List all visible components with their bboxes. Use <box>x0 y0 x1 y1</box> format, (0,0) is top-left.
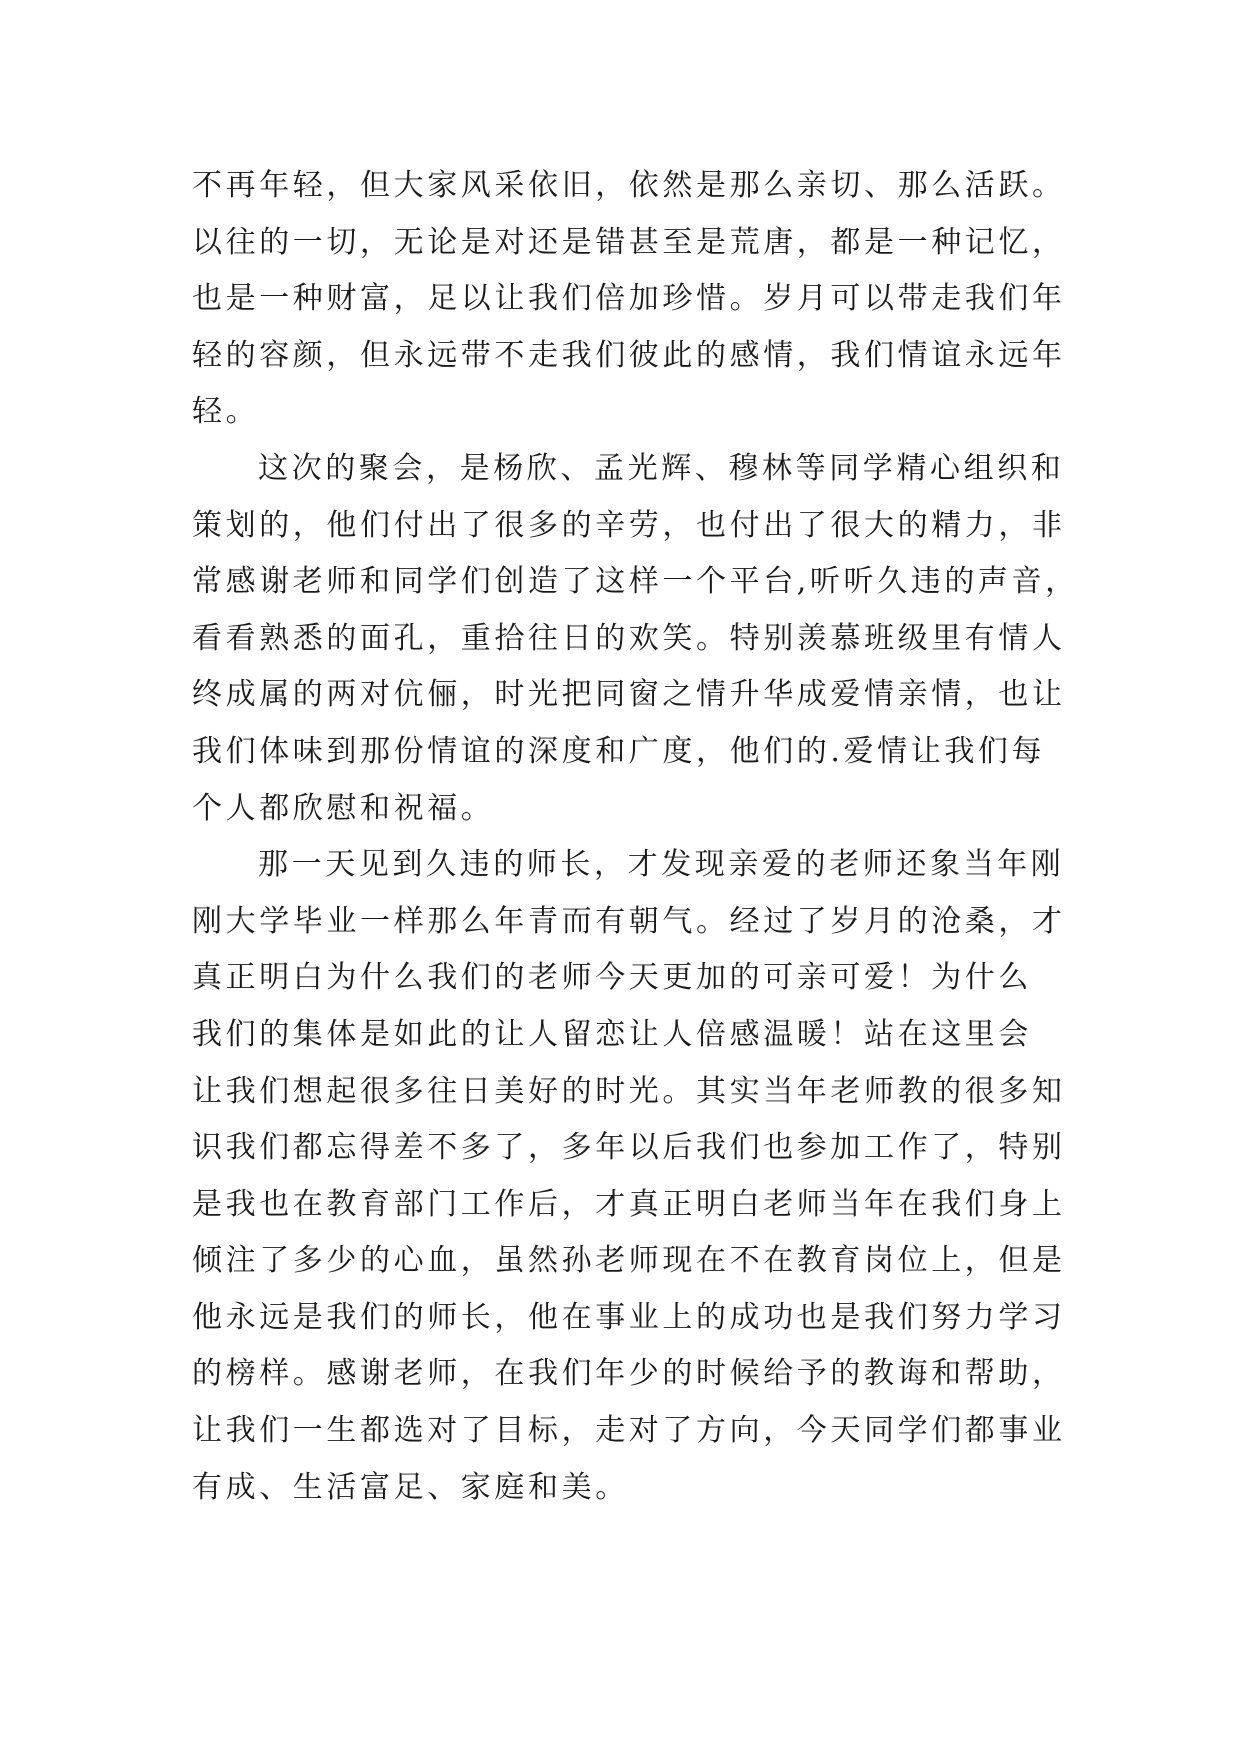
text-line: 看看熟悉的面孔，重拾往日的欢笑。特别羡慕班级里有情人 <box>192 620 1066 656</box>
text-line: 轻的容颜，但永远带不走我们彼此的感情，我们情谊永远年 <box>192 337 1066 373</box>
text-line: 以往的一切，无论是对还是错甚至是荒唐，都是一种记忆， <box>192 224 1066 260</box>
paragraph-first-line: 那一天见到久违的师长，才发现亲爱的老师还象当年刚 <box>258 847 1065 883</box>
text-line: 让我们一生都选对了目标，走对了方向，今天同学们都事业 <box>192 1413 1066 1449</box>
text-line: 他永远是我们的师长，他在事业上的成功也是我们努力学习 <box>192 1299 1066 1335</box>
text-line: 真正明白为什么我们的老师今天更加的可亲可爱！为什么 <box>192 960 1032 996</box>
text-line: 我们的集体是如此的让人留恋让人倍感温暖！站在这里会 <box>192 1016 1032 1052</box>
text-line: 识我们都忘得差不多了，多年以后我们也参加工作了，特别 <box>192 1130 1066 1166</box>
text-line: 有成、生活富足、家庭和美。 <box>192 1469 629 1505</box>
text-line: 个人都欣慰和祝福。 <box>192 790 495 826</box>
document-body <box>192 158 1079 1516</box>
paragraph-first-line: 这次的聚会，是杨欣、孟光辉、穆林等同学精心组织和 <box>258 450 1065 486</box>
text-line: 轻。 <box>192 394 260 430</box>
text-line: 终成属的两对伉俪，时光把同窗之情升华成爱情亲情，也让 <box>192 677 1066 713</box>
text-line: 策划的，他们付出了很多的辛劳，也付出了很大的精力，非 <box>192 507 1066 543</box>
text-line: 倾注了多少的心血，虽然孙老师现在不在教育岗位上，但是 <box>192 1243 1066 1279</box>
text-line: 我们体味到那份情谊的深度和广度，他们的.爱情让我们每 <box>192 733 1046 769</box>
text-line: 的榜样。感谢老师，在我们年少的时候给予的教诲和帮助， <box>192 1356 1066 1392</box>
text-line: 让我们想起很多往日美好的时光。其实当年老师教的很多知 <box>192 1073 1066 1109</box>
text-line: 常感谢老师和同学们创造了这样一个平台,听听久违的声音， <box>192 564 1079 600</box>
text-line: 也是一种财富，足以让我们倍加珍惜。岁月可以带走我们年 <box>192 281 1066 317</box>
text-line: 是我也在教育部门工作后，才真正明白老师当年在我们身上 <box>192 1186 1066 1222</box>
text-line: 不再年轻，但大家风采依旧，依然是那么亲切、那么活跃。 <box>192 168 1066 203</box>
text-line: 刚大学毕业一样那么年青而有朝气。经过了岁月的沧桑，才 <box>192 903 1066 939</box>
